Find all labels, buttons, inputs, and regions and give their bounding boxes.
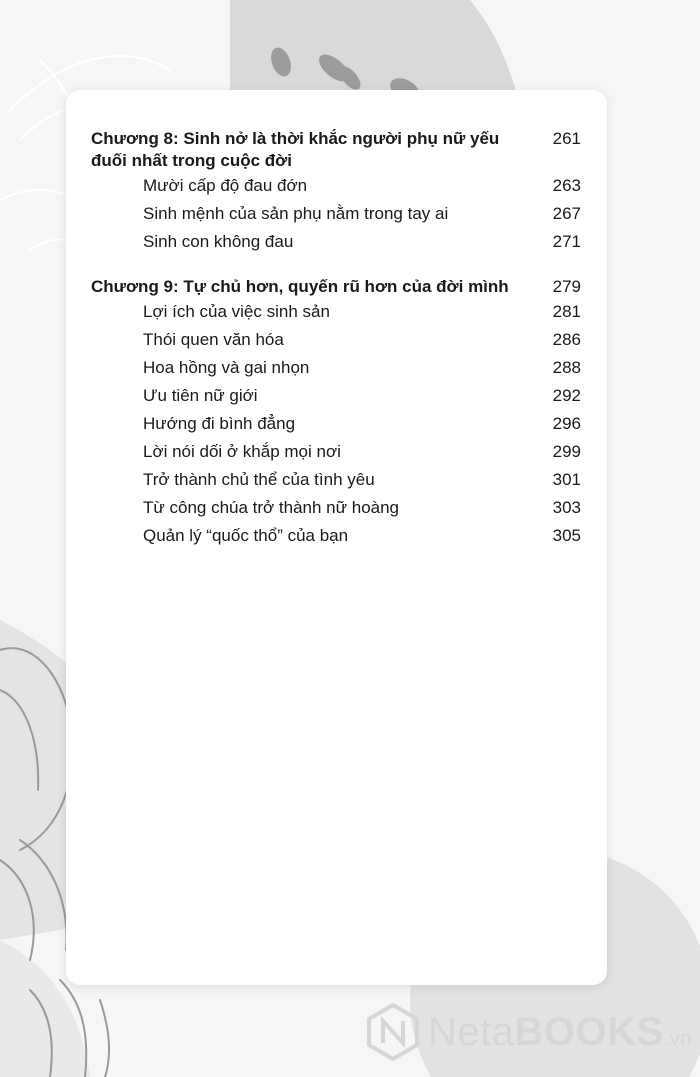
section-page-number: 267 bbox=[552, 204, 581, 223]
section-title: Sinh con không đau bbox=[143, 232, 294, 251]
toc-section bbox=[91, 382, 581, 410]
chapter-page-number: 279 bbox=[552, 277, 581, 296]
section-title: Hướng đi bình đẳng bbox=[143, 414, 296, 433]
watermark-suffix: .vn bbox=[663, 1028, 692, 1050]
chapter-spacer bbox=[91, 256, 581, 276]
chapter-page-number: 261 bbox=[552, 129, 581, 148]
toc-card bbox=[66, 90, 607, 985]
toc-section bbox=[91, 522, 581, 550]
section-page-number: 281 bbox=[552, 302, 581, 321]
section-page-number: 305 bbox=[552, 526, 581, 545]
section-title: Thói quen văn hóa bbox=[143, 330, 284, 349]
toc-section bbox=[91, 466, 581, 494]
section-page-number: 263 bbox=[552, 176, 581, 195]
toc-section bbox=[91, 200, 581, 228]
section-title: Lời nói dối ở khắp mọi nơi bbox=[143, 442, 341, 461]
section-page-number: 292 bbox=[552, 386, 581, 405]
netabooks-logo-icon bbox=[366, 1003, 420, 1061]
section-page-number: 301 bbox=[552, 470, 581, 489]
toc-section bbox=[91, 228, 581, 256]
section-page-number: 271 bbox=[552, 232, 581, 251]
toc-section bbox=[91, 298, 581, 326]
section-page-number: 303 bbox=[552, 498, 581, 517]
watermark-brand-bold: BOOKS bbox=[514, 1010, 664, 1054]
toc-section bbox=[91, 438, 581, 466]
section-title: Ưu tiên nữ giới bbox=[143, 386, 258, 405]
section-page-number: 288 bbox=[552, 358, 581, 377]
section-title: Quản lý “quốc thổ” của bạn bbox=[143, 526, 349, 545]
section-title: Lợi ích của việc sinh sản bbox=[143, 302, 330, 321]
table-of-contents bbox=[91, 128, 581, 550]
toc-section bbox=[91, 326, 581, 354]
section-title: Hoa hồng và gai nhọn bbox=[143, 358, 310, 377]
toc-chapter-9 bbox=[91, 276, 581, 298]
section-title: Trở thành chủ thể của tình yêu bbox=[143, 470, 375, 489]
chapter-title: Chương 9: Tự chủ hơn, quyến rũ hơn của đời mình bbox=[91, 277, 509, 296]
watermark-brand-light: Neta bbox=[428, 1010, 515, 1054]
section-page-number: 286 bbox=[552, 330, 581, 349]
toc-section bbox=[91, 494, 581, 522]
toc-section bbox=[91, 172, 581, 200]
section-title: Từ công chúa trở thành nữ hoàng bbox=[143, 498, 400, 517]
section-page-number: 296 bbox=[552, 414, 581, 433]
netabooks-watermark bbox=[366, 1003, 696, 1065]
watermark-text bbox=[428, 1007, 692, 1064]
toc-chapter-8 bbox=[91, 128, 581, 172]
toc-section bbox=[91, 354, 581, 382]
toc-section bbox=[91, 410, 581, 438]
section-title: Mười cấp độ đau đớn bbox=[143, 176, 308, 195]
section-page-number: 299 bbox=[552, 442, 581, 461]
chapter-title: Chương 8: Sinh nở là thời khắc người phụ nữ yếu đuối nhất trong cuộc đời bbox=[91, 129, 500, 170]
section-title: Sinh mệnh của sản phụ nằm trong tay ai bbox=[143, 204, 449, 223]
